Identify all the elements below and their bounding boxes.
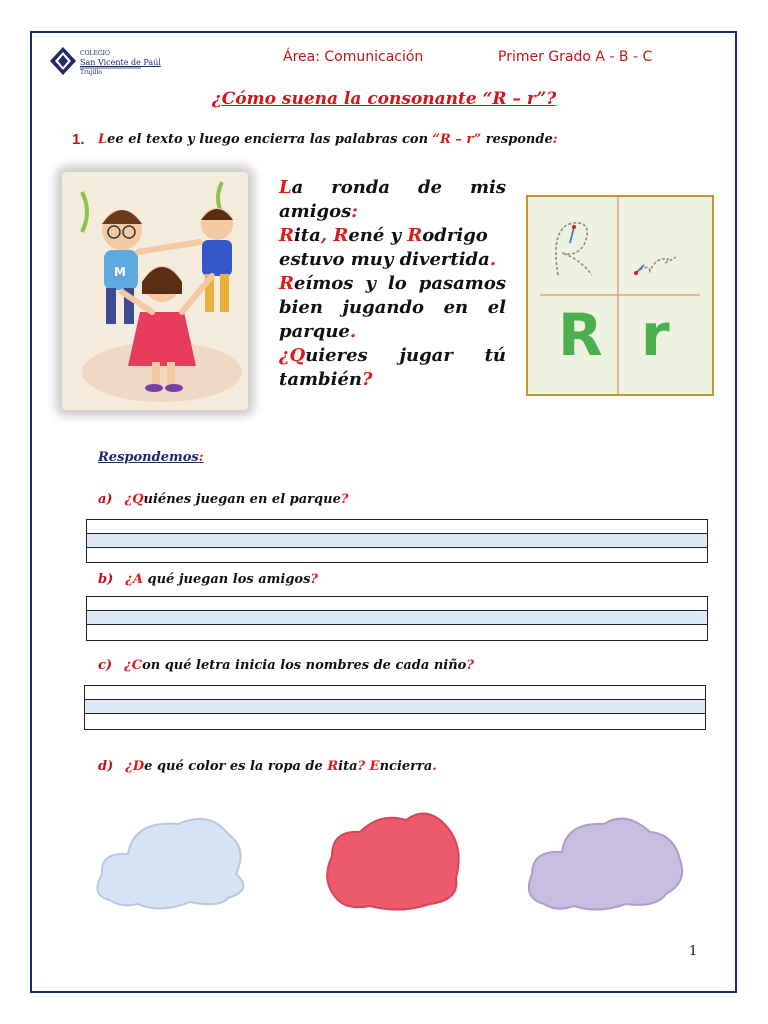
purple-cloud[interactable] [529, 819, 682, 910]
story-text: La ronda de mis amigos: Rita, René y Rodrigo estuvo muy divertida. Reímos y lo pasamos bien jugando en el parque. ¿Quieres jugar tú también? [279, 177, 506, 390]
page-title: ¿Cómo suena la consonante “R – r”? [211, 89, 557, 109]
grade-label: Primer Grado A - B - C [498, 49, 653, 65]
area-label: Área: Comunicación [283, 49, 424, 65]
blue-cloud[interactable] [98, 819, 244, 909]
kids-playing-illustration [62, 172, 248, 410]
respondemos-heading: Respondemos: [98, 450, 204, 465]
question-instruction: Lee el texto y luego encierra las palabras con “R – r” responde: [98, 132, 558, 147]
question-b: b) ¿A qué juegan los amigos? [98, 572, 319, 587]
answer-box-a[interactable] [86, 519, 708, 563]
question-d: d) ¿De qué color es la ropa de Rita? Encierra. [98, 759, 437, 774]
letter-r-card [526, 195, 714, 396]
answer-box-c[interactable] [84, 685, 706, 730]
uppercase-letter: R [558, 301, 603, 369]
svg-text:M: M [114, 265, 126, 279]
page-number: 1 [689, 944, 698, 959]
question-c: c) ¿Con qué letra inicia los nombres de cada niño? [98, 658, 474, 673]
lowercase-letter: r [641, 301, 670, 369]
school-name: COLEGIO San Vicente de Paúl Trujillo [80, 50, 161, 76]
question-number: 1. [72, 131, 85, 148]
answer-box-b[interactable] [86, 596, 708, 641]
color-clouds [70, 782, 700, 922]
red-cloud[interactable] [327, 814, 458, 910]
question-a: a) ¿Quiénes juegan en el parque? [98, 492, 349, 507]
